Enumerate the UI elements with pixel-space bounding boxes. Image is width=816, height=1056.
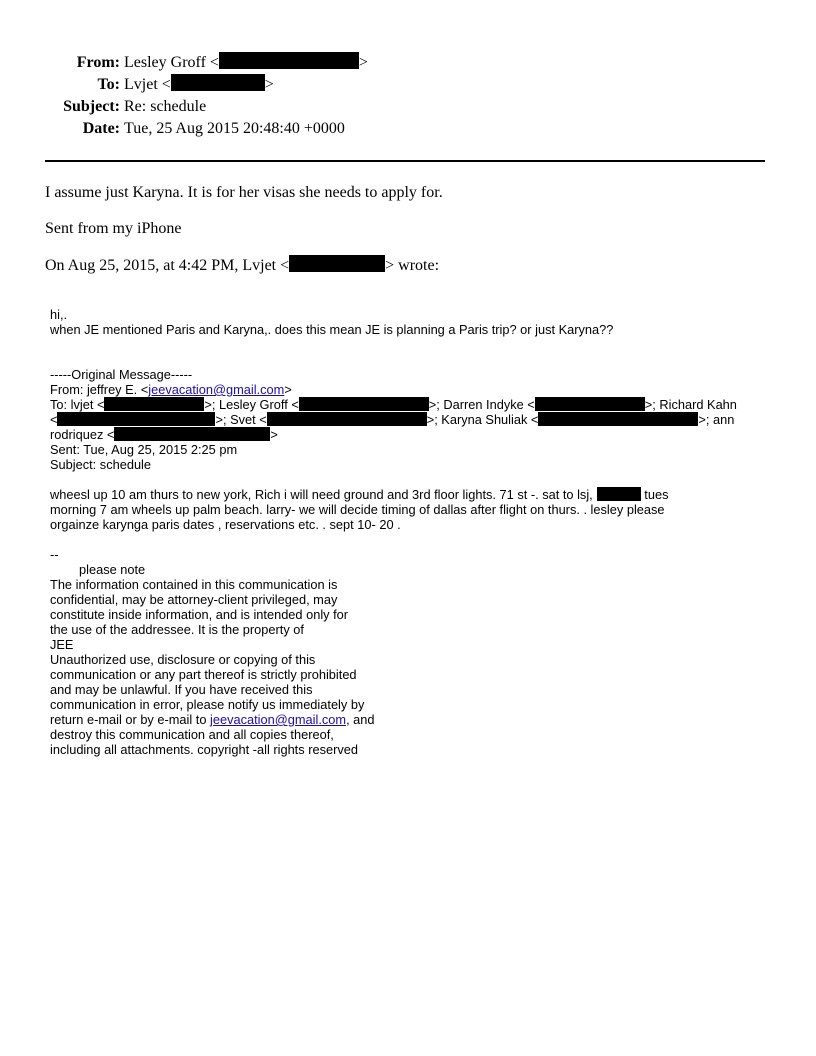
to-text: To: lvjet <	[50, 397, 105, 412]
body-line-3: orgainze karynga paris dates , reservations etc. . sept 10- 20 .	[50, 517, 401, 532]
disclaimer-line: confidential, may be attorney-client privileged, may	[50, 592, 338, 607]
disclaimer-line: including all attachments. copyright -all rights reserved	[50, 742, 358, 757]
original-body	[50, 487, 760, 532]
footer-dashes: --	[50, 547, 59, 562]
lvjet-message	[50, 307, 760, 337]
original-to-line-1	[50, 397, 760, 412]
redaction-box	[114, 427, 270, 441]
to-name: Lvjet <	[124, 76, 171, 93]
redaction-box	[104, 397, 204, 411]
header-divider	[45, 160, 765, 162]
redaction-box	[171, 74, 265, 91]
to-text: <	[50, 412, 58, 427]
original-from	[50, 382, 760, 397]
disclaimer-return-line	[50, 712, 760, 727]
original-subject: Subject: schedule	[50, 457, 152, 472]
greeting: hi,.	[50, 307, 68, 322]
redaction-box	[597, 487, 641, 501]
question-line: when JE mentioned Paris and Karyna,. does this mean JE is planning a Paris trip? or just Karyna??	[50, 322, 614, 337]
disclaimer-text: , and	[346, 712, 375, 727]
to-text: >; ann	[698, 412, 735, 427]
disclaimer-lines	[50, 577, 760, 712]
quote-intro	[45, 255, 439, 276]
original-to-line-3	[50, 427, 760, 442]
disclaimer-line: The information contained in this communication is	[50, 577, 338, 592]
disclaimer-line: Unauthorized use, disclosure or copying of this	[50, 652, 316, 667]
date-label: Date:	[82, 120, 120, 137]
disclaimer-line: destroy this communication and all copies thereof,	[50, 727, 334, 742]
original-to-line-2	[50, 412, 760, 427]
quote-intro-text: On Aug 25, 2015, at 4:42 PM, Lvjet <	[45, 257, 290, 274]
to-text: >; Richard Kahn	[644, 397, 737, 412]
disclaimer-line: JEE	[50, 637, 74, 652]
original-divider: -----Original Message-----	[50, 367, 193, 382]
body-line-2: morning 7 am wheels up palm beach. larry- we will decide timing of dallas after flight on thurs. . lesley please	[50, 502, 665, 517]
footer-note: please note	[79, 562, 146, 577]
disclaimer-line: the use of the addressee. It is the property of	[50, 622, 304, 637]
to-label: To:	[97, 76, 120, 93]
original-sent: Sent: Tue, Aug 25, 2015 2:25 pm	[50, 442, 238, 457]
from-close: >	[358, 54, 368, 71]
email-link[interactable]: jeevacation@gmail.com	[148, 382, 285, 397]
disclaimer-line: communication or any part thereof is strictly prohibited	[50, 667, 357, 682]
to-close: >	[264, 76, 274, 93]
original-from-text: From: jeffrey E. <	[50, 382, 149, 397]
to-text: >; Svet <	[215, 412, 267, 427]
redaction-box	[538, 412, 698, 426]
redaction-box	[267, 412, 427, 426]
to-text: >; Karyna Shuliak <	[426, 412, 539, 427]
reply-line: I assume just Karyna. It is for her visas she needs to apply for.	[45, 184, 443, 201]
disclaimer-last-lines	[50, 727, 760, 757]
redaction-box	[219, 52, 359, 69]
redaction-box	[57, 412, 215, 426]
to-value	[124, 74, 274, 96]
from-value	[124, 52, 368, 74]
redaction-box	[299, 397, 429, 411]
original-message	[50, 367, 760, 472]
disclaimer-text: return e-mail or by e-mail to	[50, 712, 211, 727]
redaction-box	[535, 397, 645, 411]
redaction-box	[289, 255, 385, 272]
date-value: Tue, 25 Aug 2015 20:48:40 +0000	[124, 120, 345, 137]
email-link[interactable]: jeevacation@gmail.com	[210, 712, 347, 727]
body-line-1	[50, 487, 760, 502]
disclaimer	[50, 547, 760, 757]
reply-signature: Sent from my iPhone	[45, 220, 182, 237]
disclaimer-line: and may be unlawful. If you have received this	[50, 682, 313, 697]
to-text: rodriquez <	[50, 427, 115, 442]
from-label: From:	[76, 54, 120, 71]
to-text: >; Lesley Groff <	[204, 397, 299, 412]
body-text: wheesl up 10 am thurs to new york, Rich i will need ground and 3rd floor lights. 71 st -. sat to lsj,	[50, 487, 593, 502]
subject-label: Subject:	[63, 98, 120, 115]
original-from-close: >	[284, 382, 292, 397]
from-name: Lesley Groff <	[124, 54, 219, 71]
quote-intro-wrote: > wrote:	[385, 257, 440, 274]
subject-value: Re: schedule	[124, 98, 207, 115]
to-text: >	[270, 427, 278, 442]
disclaimer-line: communication in error, please notify us immediately by	[50, 697, 365, 712]
body-text: tues	[640, 487, 669, 502]
disclaimer-line: constitute inside information, and is intended only for	[50, 607, 349, 622]
to-text: >; Darren Indyke <	[428, 397, 535, 412]
